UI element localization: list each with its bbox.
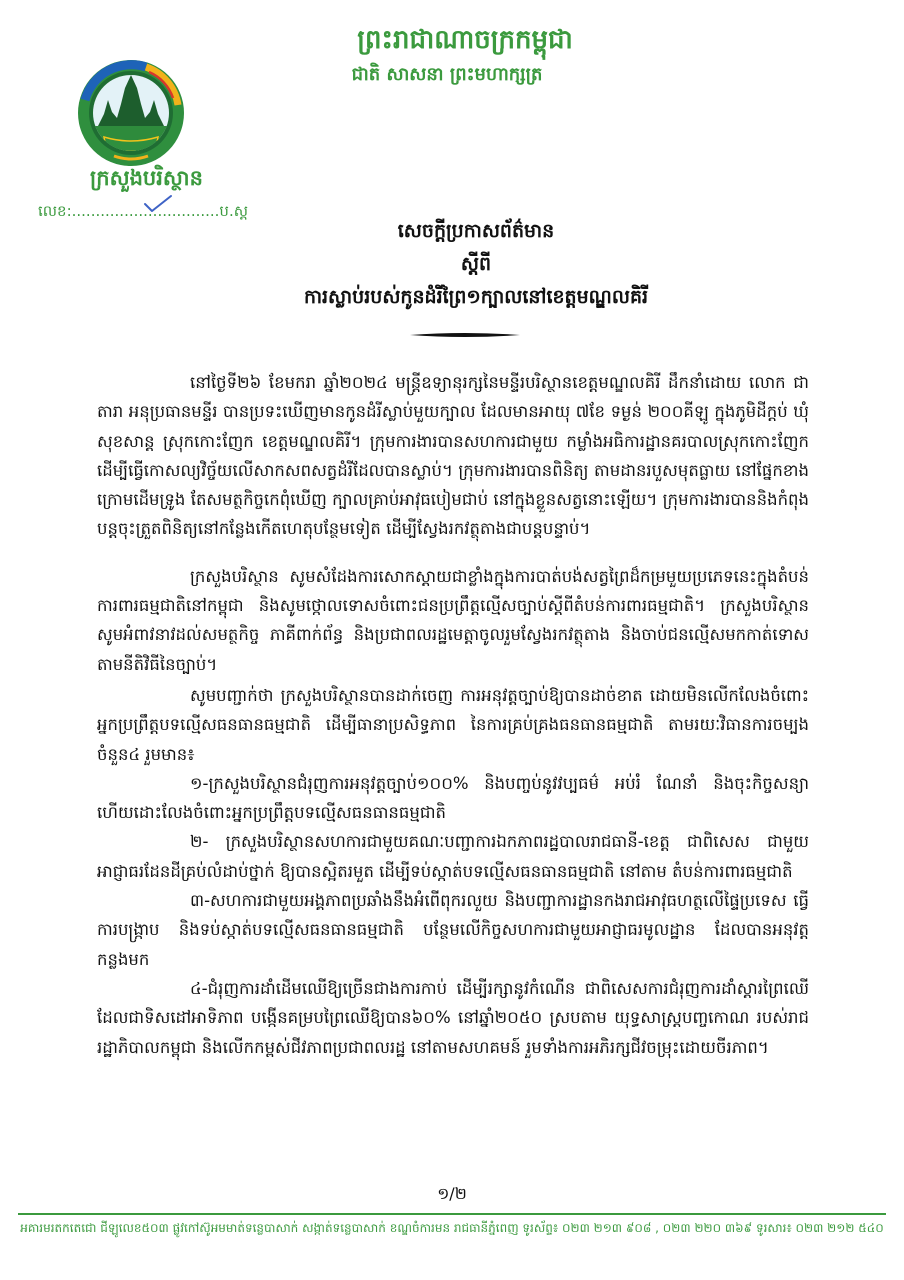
measure-item: ១-ក្រសួងបរិស្ថានជំរុញការអនុវត្តច្បាប់១០០% និងបញ្ចប់នូវវប្បធម៌ អប់រំ ណែនាំ និងចុះកិច្ចសន្យា ហើយដោះលែងចំពោះអ្នកប្រព្រឹត្តបទល្មើសធនធានធម្មជាតិ [97,773,809,823]
title-line-1: សេចក្តីប្រកាសព័ត៌មាន [397,220,555,242]
reference-number-line: លេខ:...............................ប.ស្ត [38,202,248,220]
document-title [248,215,704,314]
measure-item: ៤-ជំរុញការដាំដើមឈើឱ្យច្រើនជាងការកាប់ ដើម្បីរក្សានូវកំណើន ជាពិសេសការជំរុញការដាំស្តារព្រៃឈើ ដែលជាទិសដៅអាទិភាព បង្កើនគម្របព្រៃឈើឱ្យបាន៦០% នៅឆ្នាំ២០៥០ ស្របតាម យុទ្ធសាស្ត្របញ្ចកោណ របស់រាជរដ្ឋាភិបាលកម្ពុជា និងលើកកម្ពស់ជីវភាពប្រជាពលរដ្ឋ នៅតាមសហគមន៍ រួមទាំងការអភិរក្សជីវចម្រុះដោយចីរភាព។ [97,978,809,1057]
check-mark-icon [143,194,173,214]
document-body [97,368,809,1168]
kingdom-heading: ព្រះរាជាណាចក្រកម្ពុជា [357,25,573,55]
national-motto: ជាតិ សាសនា ព្រះមហាក្សត្រ [351,64,543,85]
footer-address: អគារមរតកតេជោ ជីឡូលេខ៥០៣ ផ្លូវកៅស៊ូអមមាត់ទន្លេបាសាក់ សង្កាត់ទន្លេបាសាក់ ខណ្ឌចំការមន រាជធានីភ្នំពេញ ទូរស័ព្ទ៖ ០២៣ ២១៣ ៩០៨ , ០២៣ ២២០ ៣៦៩ ទូរសារ៖ ០២៣ ២១២ ៥៤០ [20,1221,884,1235]
title-line-2: ស្តីពី [460,253,492,275]
paragraph-appeal: ក្រសួងបរិស្ថាន សូមសំដែងការសោកស្តាយជាខ្លាំងក្នុងការបាត់បង់សត្វព្រៃដ៏កម្រមួយប្រភេទនេះក្នុងតំបន់ការពារធម្មជាតិនៅកម្ពុជា និងសូមថ្កោលទោសចំពោះជនប្រព្រឹត្តល្មើសច្បាប់ស្តីពីតំបន់ការពារធម្មជាតិ។ ក្រសួងបរិស្ថានសូមអំពាវនាវដល់សមត្ថកិច្ច ភាគីពាក់ព័ន្ធ និងប្រជាពលរដ្ឋមេត្តាចូលរួមស្វែងរកវត្ថុតាង និងចាប់ជនល្មើសមកកាត់ទោសតាមនីតិវិធីនៃច្បាប់។ [97,566,809,674]
measure-item: ២- ក្រសួងបរិស្ថានសហការជាមួយគណៈបញ្ជាការឯកភាពរដ្ឋបាលរាជធានី-ខេត្ត ជាពិសេស ជាមួយអាជ្ញាធរដែនដីគ្រប់លំដាប់ថ្នាក់ ឱ្យបានស្អិតរមួត ដើម្បីទប់ស្កាត់បទល្មើសធនធានធម្មជាតិ នៅតាម តំបន់ការពារធម្មជាតិ [97,832,809,881]
ministry-name: ក្រសួងបរិស្ថាន [90,166,203,190]
page-number: ១/២ [437,1184,467,1203]
paragraph-incident: នៅថ្ងៃទី២៦ ខែមករា ឆ្នាំ២០២៤ មន្ត្រីឧទ្យានុរក្សនៃមន្ទីរបរិស្ថានខេត្តមណ្ឌលគិរី ដឹកនាំដោយ លោក ជា តារា អនុប្រធានមន្ទីរ បានប្រទះឃើញមានកូនដំរីស្លាប់មួយក្បាល ដែលមានអាយុ ៧ខែ ទម្ងន់ ២០០គីឡូ ក្នុងភូមិដីក្តប់ ឃុំសុខសាន្ត ស្រុកកោះញែក ខេត្តមណ្ឌលគិរី។ ក្រុមការងារបានសហការជាមួយ កម្លាំងអធិការដ្ឋានគរបាលស្រុកកោះញែក ដើម្បីធ្វើកោសល្យវិច្ច័យលើសាកសពសត្វដំរីដែលបានស្លាប់។ ក្រុមការងារបានពិនិត្យ តាមដានរបួសមុតធ្លាយ នៅផ្នែកខាងក្រោមដើមទ្រូង តែសមត្ថកិច្ចកេពុំឃើញ ក្បាលគ្រាប់អាវុធបៀមជាប់ នៅក្នុងខ្លួនសត្វនោះឡើយ។ ក្រុមការងារបាននិងកំពុងបន្តចុះត្រួតពិនិត្យនៅកន្លែងកើតហេតុបន្ថែមទៀត ដើម្បីស្វែងរកវត្ថុតាងជាបន្តបន្ទាប់។ [97,373,809,539]
footer-divider [18,1213,886,1215]
paragraph-measures-intro: សូមបញ្ជាក់ថា ក្រសួងបរិស្ថានបានដាក់ចេញ ការអនុវត្តច្បាប់ឱ្យបានដាច់ខាត ដោយមិនលើកលែងចំពោះអ្នកប្រព្រឹត្តបទល្មើសធនធានធម្មជាតិ ដើម្បីធានាប្រសិទ្ធភាព នៃការគ្រប់គ្រងធនធានធម្មជាតិ តាមរយៈវិធានការចម្បង ចំនួន៤ រួមមាន៖ [97,685,809,764]
ministry-seal-icon [76,58,186,168]
measure-item: ៣-សហការជាមួយអង្គភាពប្រឆាំងនឹងអំពើពុករលួយ និងបញ្ជាការដ្ឋានកងរាជអាវុធហត្ថលើផ្ទៃប្រទេស ធ្វើការបង្ក្រាប និងទប់ស្កាត់បទល្មើសធនធានធម្មជាតិ បន្ថែមលើកិច្ចសហការជាមួយអាជ្ញាធរមូលដ្ឋាន ដែលបានអនុវត្តកន្លងមក [97,891,809,969]
title-divider [410,330,520,340]
title-line-3: ការស្លាប់របស់កូនដំរីព្រៃ១ក្បាលនៅខេត្តមណ្ឌលគិរី [303,286,649,308]
